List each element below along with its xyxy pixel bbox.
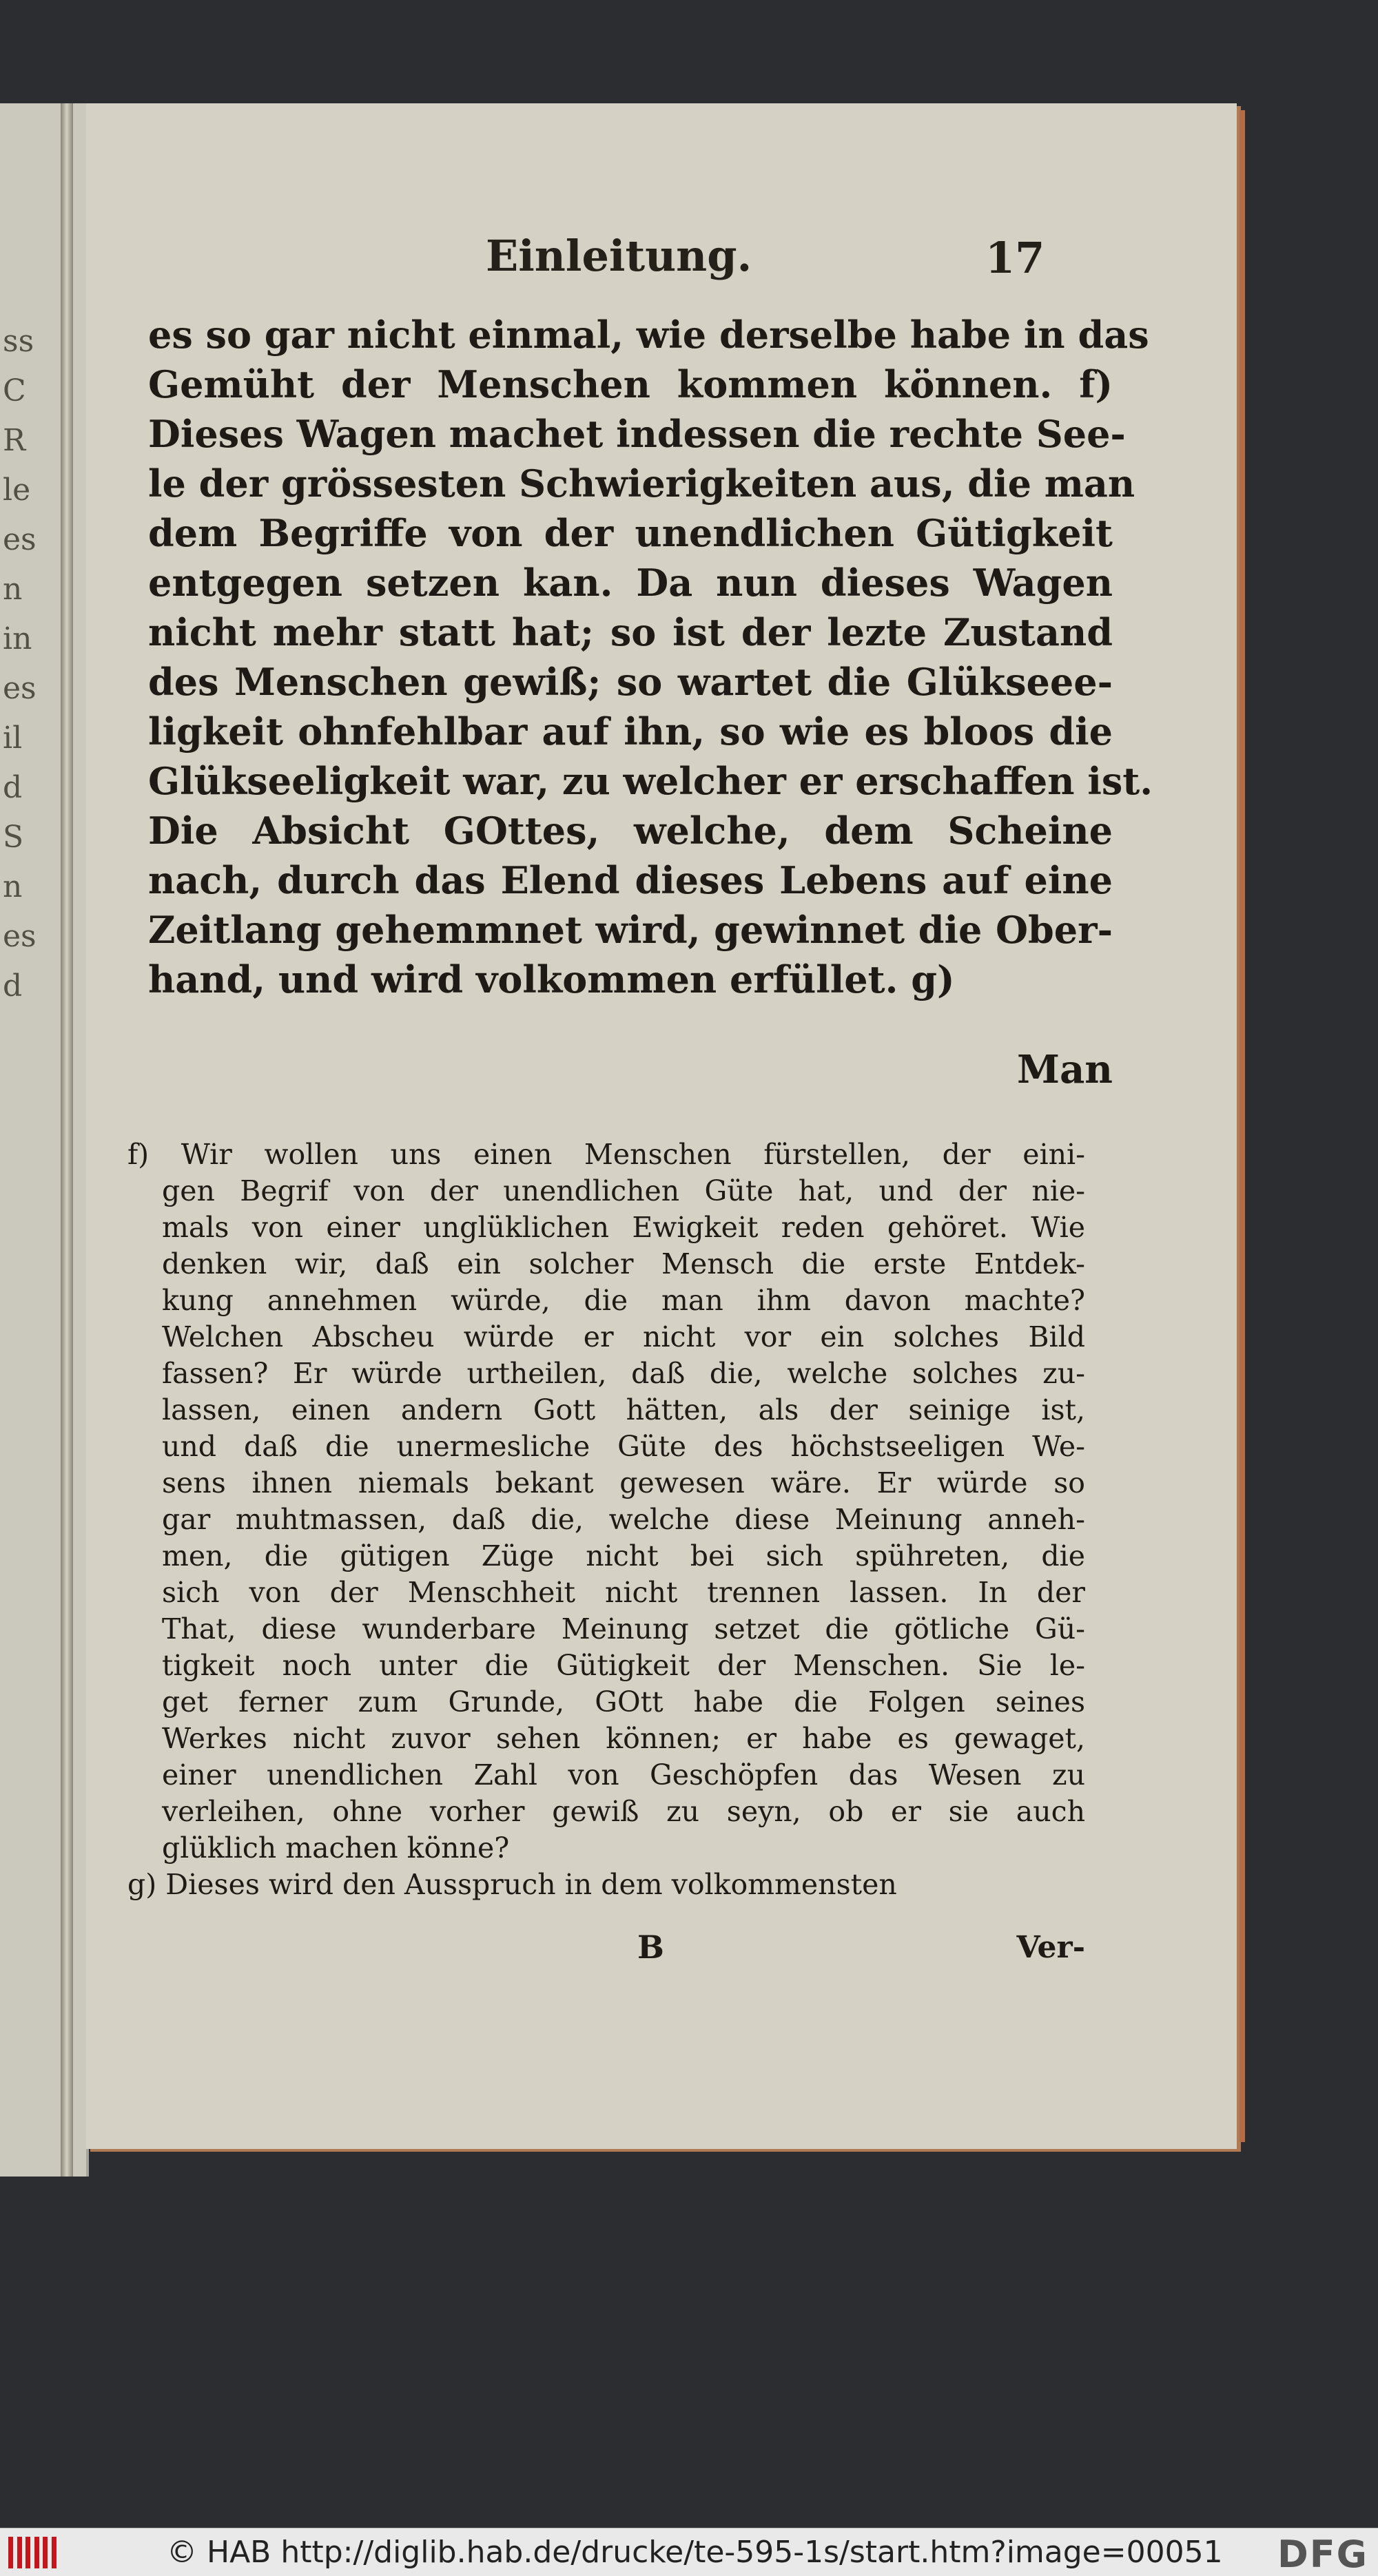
text-line: Dieses Wagen machet indessen die rechte See-: [148, 412, 1126, 456]
text-line: hand, und wird volkommen erfüllet. g): [148, 957, 955, 1001]
text-line: Glükseeligkeit war, zu welcher er erschaffen ist.: [148, 759, 1153, 803]
footnote-line: sens ihnen niemals bekant gewesen wäre. Er würde so: [162, 1466, 1085, 1499]
footnote-line: gen Begrif von der unendlichen Güte hat, und der nie-: [162, 1174, 1085, 1207]
copyright-text[interactable]: © HAB http://diglib.hab.de/drucke/te-595-1s/start.htm?image=00051: [167, 2535, 1223, 2570]
page-number: 17: [985, 233, 1045, 283]
main-text-block: [148, 310, 1153, 1004]
footnote-line: men, die gütigen Züge nicht bei sich spühreten, die: [162, 1539, 1085, 1572]
footnote-line: Welchen Abscheu würde er nicht vor ein solches Bild: [162, 1320, 1085, 1353]
catchword-bottom: Ver-: [1016, 1930, 1085, 1965]
text-line: ligkeit ohnfehlbar auf ihn, so wie es bloos die: [148, 709, 1113, 754]
footnote-line: tigkeit noch unter die Gütigkeit der Menschen. Sie le-: [162, 1649, 1085, 1682]
running-head: Einleitung.: [486, 231, 752, 281]
footnote-line: mals von einer unglüklichen Ewigkeit reden gehöret. Wie: [162, 1211, 1085, 1244]
copyright-link[interactable]: [167, 2535, 1223, 2570]
footnote-line: sich von der Menschheit nicht trennen lassen. In der: [162, 1576, 1085, 1609]
text-line: Gemüht der Menschen kommen können. f): [148, 362, 1113, 406]
text-line: nicht mehr statt hat; so ist der lezte Zustand: [148, 610, 1113, 654]
signature-mark: B: [637, 1929, 664, 1966]
text-line: des Menschen gewiß; so wartet die Glükseee-: [148, 660, 1113, 704]
text-line: nach, durch das Elend dieses Lebens auf eine: [148, 858, 1113, 902]
footnote-line: denken wir, daß ein solcher Mensch die erste Entdek-: [162, 1247, 1085, 1280]
footnote-line: f) Wir wollen uns einen Menschen fürstellen, der eini-: [127, 1138, 1085, 1171]
book-gutter: [61, 103, 73, 2177]
text-line: Zeitlang gehemmnet wird, gewinnet die Ober-: [148, 908, 1113, 952]
footnote-line: fassen? Er würde urtheilen, daß die, welche solches zu-: [162, 1357, 1085, 1390]
text-line: entgegen setzen kan. Da nun dieses Wagen: [148, 561, 1113, 605]
facing-page-text-fragments: ss C R le es n in es il d S n es d: [3, 324, 37, 1004]
footnote-line: lassen, einen andern Gott hätten, als der seinige ist,: [162, 1393, 1085, 1426]
footnote-line: einer unendlichen Zahl von Geschöpfen das Wesen zu: [162, 1758, 1085, 1791]
footnote-line: Werkes nicht zuvor sehen können; er habe es gewaget,: [162, 1722, 1085, 1755]
dfg-logo-icon: DFG: [1277, 2533, 1368, 2576]
footnote-line: gar muhtmassen, daß die, welche diese Meinung anneh-: [162, 1503, 1085, 1536]
footnote-line: und daß die unermesliche Güte des höchstseeligen We-: [162, 1430, 1085, 1463]
text-line: le der grössesten Schwierigkeiten aus, die man: [148, 461, 1135, 506]
text-line: Die Absicht GOttes, welche, dem Scheine: [148, 809, 1113, 853]
footnote-line: get ferner zum Grunde, GOtt habe die Folgen seines: [162, 1685, 1085, 1718]
viewer-footer: [0, 2528, 1378, 2576]
facing-page-edge: [0, 103, 89, 2177]
catchword: Man: [1017, 1047, 1113, 1092]
text-line: dem Begriffe von der unendlichen Gütigkeit: [148, 511, 1113, 555]
footnotes-block: [127, 1136, 1085, 1903]
text-line: es so gar nicht einmal, wie derselbe habe in das: [148, 313, 1149, 357]
book-page: [86, 103, 1237, 2149]
footnote-line: g) Dieses wird den Ausspruch in dem volkommensten: [127, 1868, 897, 1901]
footnote-line: That, diese wunderbare Meinung setzet die götliche Gü-: [162, 1612, 1085, 1645]
footnote-line: verleihen, ohne vorher gewiß zu seyn, ob er sie auch: [162, 1795, 1085, 1828]
footnote-line: kung annehmen würde, die man ihm davon machte?: [162, 1284, 1085, 1317]
hab-logo-icon: [8, 2535, 56, 2570]
footnote-line: glüklich machen könne?: [162, 1831, 510, 1865]
